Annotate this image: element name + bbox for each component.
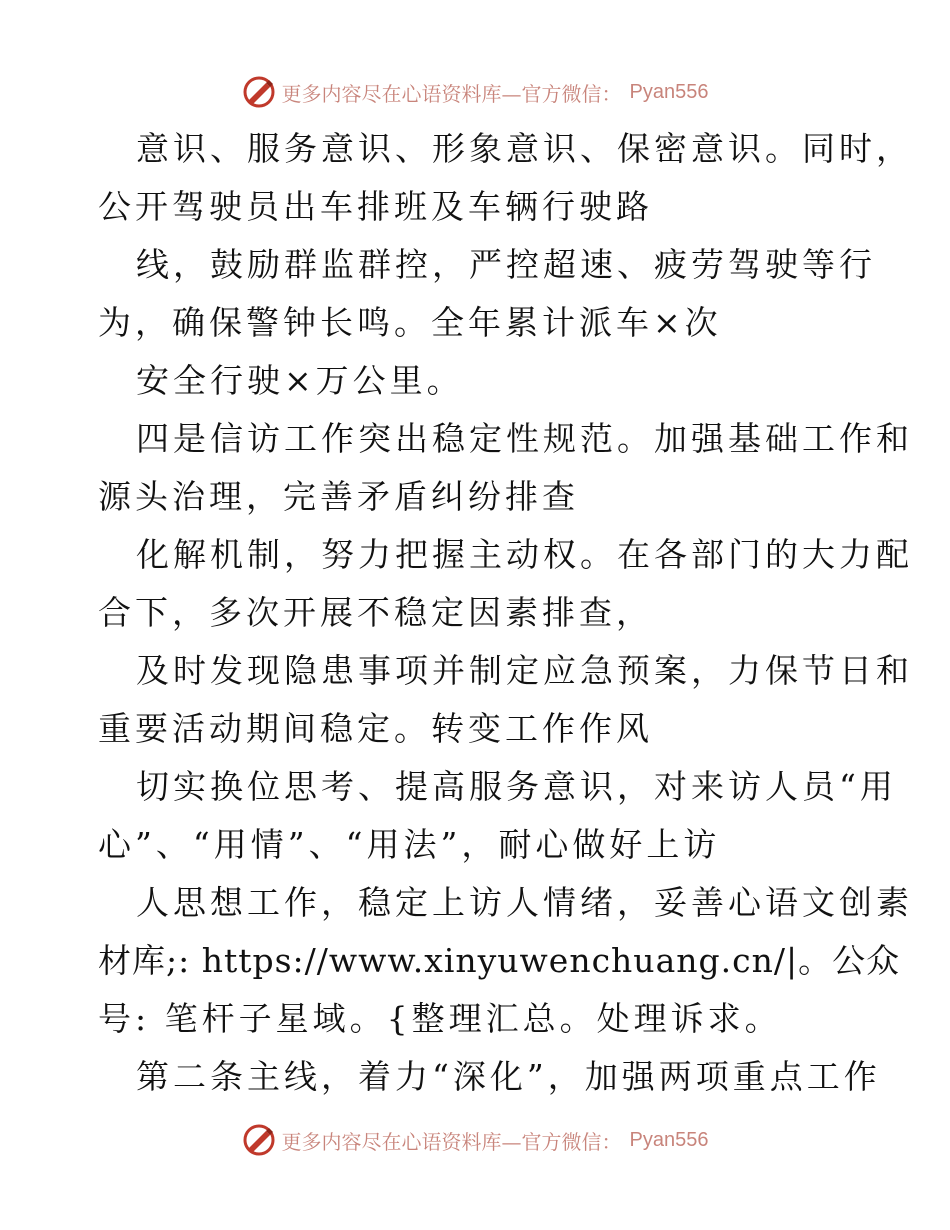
text-line-url: 材库;: https://www.xinyuwenchuang.cn/|。公众: [98, 941, 901, 980]
text-line: 为，确保警钟长鸣。全年累计派车×次: [98, 303, 722, 342]
header-banner-wechat-id: Pyan556: [629, 80, 709, 103]
text-line: 线，鼓励群监群控，严控超速、疲劳驾驶等行: [136, 245, 876, 284]
text-line: 第二条主线，着力“深化”，加强两项重点工作: [136, 1057, 881, 1096]
header-watermark-banner: [0, 72, 950, 112]
footer-banner-text: 更多内容尽在心语资料库—官方微信：: [281, 1129, 622, 1154]
text-line: 重要活动期间稳定。转变工作作风: [98, 709, 653, 748]
text-line: 人思想工作，稳定上访人情绪，妥善心语文创素: [136, 883, 913, 922]
document-body: [98, 120, 913, 1106]
text-line: 及时发现隐患事项并制定应急预案，力保节日和: [136, 651, 913, 690]
header-banner-text: 更多内容尽在心语资料库—官方微信：: [281, 81, 622, 106]
text-line: 合下，多次开展不稳定因素排查，: [98, 593, 653, 632]
text-line: 源头治理，完善矛盾纠纷排查: [98, 477, 579, 516]
text-line: 化解机制，努力把握主动权。在各部门的大力配: [136, 535, 913, 574]
text-line: 公开驾驶员出车排班及车辆行驶路: [98, 187, 653, 226]
text-line: 四是信访工作突出稳定性规范。加强基础工作和: [136, 419, 913, 458]
text-line: 意识、服务意识、形象意识、保密意识。同时，: [136, 129, 913, 168]
footer-banner-wechat-id: Pyan556: [629, 1128, 709, 1151]
text-line: 切实换位思考、提高服务意识，对来访人员“用: [136, 767, 897, 806]
pen-logo-icon: [242, 1123, 276, 1157]
text-line: 号: 笔杆子星域。{整理汇总。处理诉求。: [98, 999, 782, 1038]
pen-logo-icon: [242, 75, 276, 109]
footer-watermark-banner: [0, 1120, 950, 1160]
text-line: 心”、“用情”、“用法”，耐心做好上访: [98, 825, 721, 864]
text-line: 安全行驶×万公里。: [136, 361, 464, 400]
